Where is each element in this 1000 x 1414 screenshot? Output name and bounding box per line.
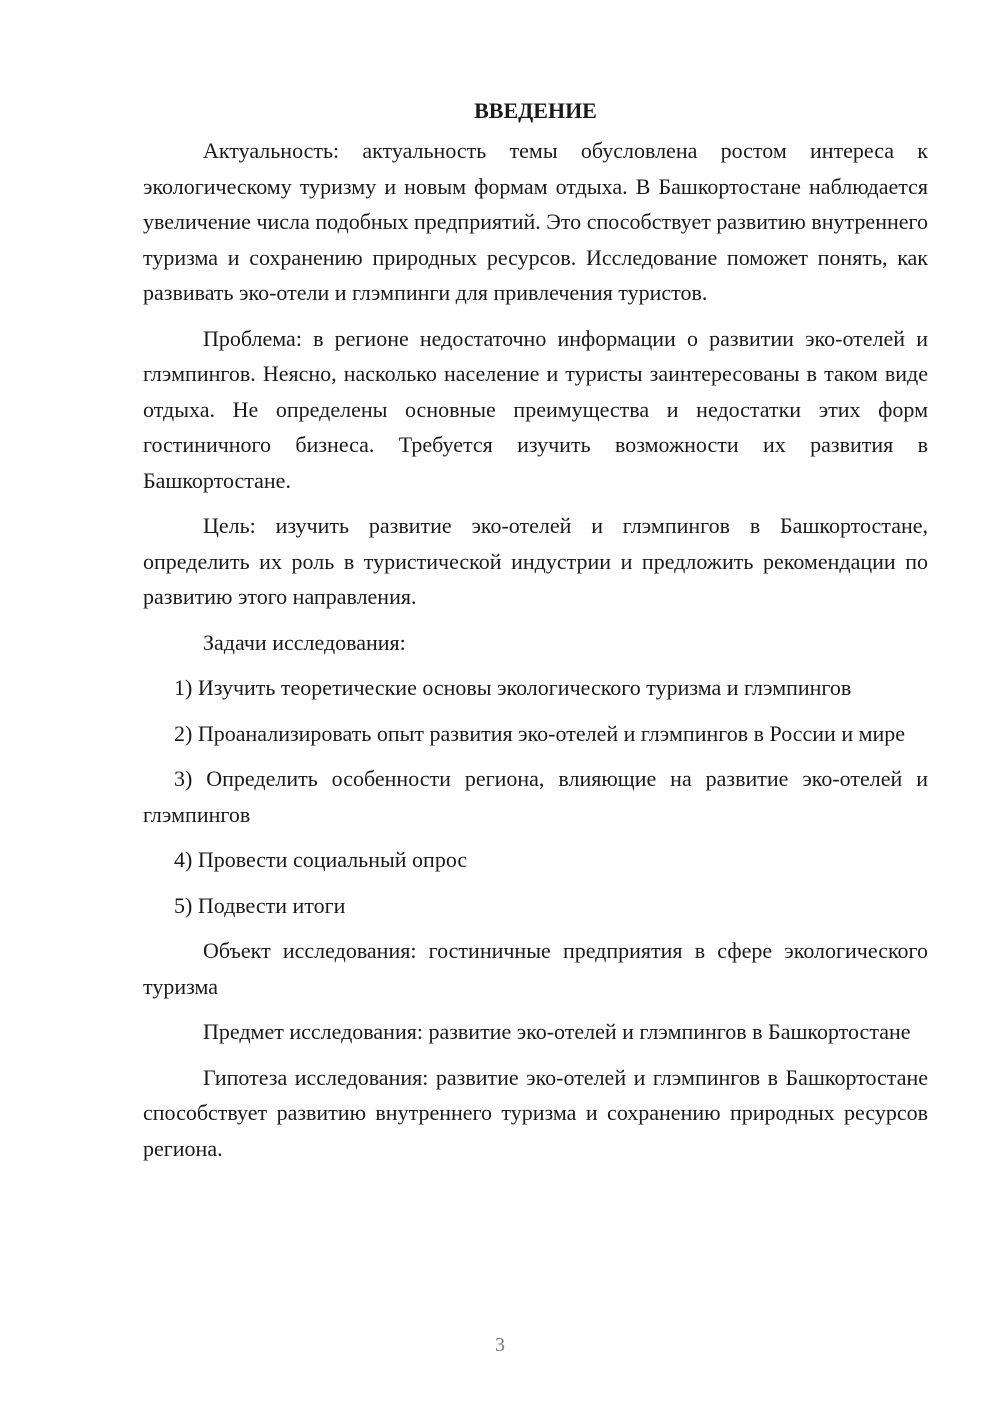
task-item-1: 1) Изучить теоретические основы экологического туризма и глэмпингов (174, 675, 852, 700)
object-paragraph: Объект исследования: гостиничные предприятия в сфере экологического туризма (143, 938, 928, 999)
goal-paragraph: Цель: изучить развитие эко-отелей и глэмпингов в Башкортостане, определить их роль в туристической индустрии и предложить рекомендации по развитию этого направления. (143, 513, 928, 609)
tasks-heading: Задачи исследования: (203, 629, 406, 655)
hypothesis-paragraph: Гипотеза исследования: развитие эко-отелей и глэмпингов в Башкортостане способствует развитию внутреннего туризма и сохранению природных ресурсов региона. (143, 1064, 928, 1161)
task-item-3: 3) Определить особенности региона, влияющие на развитие эко-отелей и глэмпингов (143, 766, 928, 827)
relevance-paragraph: Актуальность: актуальность темы обусловлена ростом интереса к экологическому туризму и новым формам отдыха. В Башкортостане наблюдается увеличение числа подобных предприятий. Это способствует развитию внутреннего туризма и сохранению природных ресурсов. Исследование поможет понять, как развивать эко-отели и глэмпинги для привлечения туристов. (143, 138, 928, 305)
task-item-4: 4) Провести социальный опрос (174, 847, 468, 872)
problem-paragraph: Проблема: в регионе недостаточно информации о развитии эко-отелей и глэмпингов. Неясно, насколько население и туристы заинтересованы в таком виде отдыха. Не определены основные преимущества и недостатки этих форм гостиничного бизнеса. Требуется изучить возможности их развития в Башкортостане. (143, 325, 928, 493)
page-content (143, 93, 928, 1176)
task-item-2: 2) Проанализировать опыт развития эко-отелей и глэмпингов в России и мире (174, 720, 906, 746)
subject-paragraph: Предмет исследования: развитие эко-отелей и глэмпингов в Башкортостане (203, 1019, 911, 1044)
section-title: ВВЕДЕНИЕ (474, 98, 597, 123)
task-item-5: 5) Подвести итоги (174, 892, 346, 918)
page-number: 3 (495, 1334, 505, 1356)
